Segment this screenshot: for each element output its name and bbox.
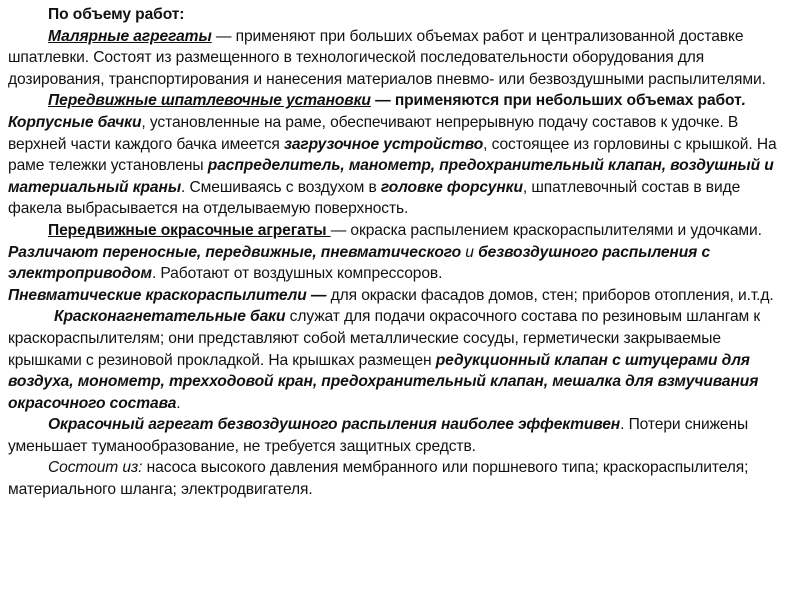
term-tank-bodies: . Корпусные бачки [8, 92, 746, 131]
term-consists-of: Состоит из: [48, 459, 143, 477]
paragraph-text: — окраска распылением краскораспылителями и удочками. [330, 221, 762, 239]
term-spray-units: Передвижные окрасочные агрегаты [48, 221, 331, 239]
paragraph-text: насоса высокого давления мембранного или поршневого типа; краскораспылителя; материального шланга; электродвигателя. [8, 459, 749, 499]
paragraph-text: — применяют при больших объемах работ и централизованной доставке шпатлевки. Состоят из размещенного в технологической последовательности оборудования для дозирования, транспортирования и нанесения материалов пневмо- или безвоздушными распылителями. [8, 27, 766, 88]
term-putty-installations: Передвижные шпатлевочные установки [48, 92, 371, 110]
section-heading: По объему работ: [48, 6, 185, 23]
term-distributor-list: распределитель, манометр, предохранительный клапан, воздушный и материальный краны [8, 157, 774, 196]
paragraph-text: . Работают от воздушных компрессоров. [151, 265, 443, 283]
paragraph-painting-units [8, 26, 788, 91]
term-loading-device: загрузочное устройство [283, 135, 484, 153]
term-painting-units: Малярные агрегаты [48, 27, 212, 45]
document-body [8, 4, 788, 594]
paragraph-text: служат для подачи окрасочного состава по резиновым шлангам к краскораспылителям; они представляют собой металлические сосуды, герметически закрываемые крышками с резиновой прокладкой. На крышках размещен [8, 308, 761, 369]
paragraph-spray-units [8, 220, 788, 285]
paragraph-text: и [461, 243, 479, 261]
term-nozzle-head: головке форсунки [380, 178, 523, 196]
term-reduction-valve-list: редукционный клапан с штуцерами для воздуха, монометр, трехходовой кран, предохранительный клапан, мешалка для взмучивания окрасочного состава [8, 351, 759, 412]
paragraph-text: . [176, 394, 181, 412]
paragraph-text: , установленные на раме, обеспечивают непрерывную подачу составов к удочке. В верхней части каждого бачка имеется [8, 113, 739, 153]
term-pneumatic-sprayers: Пневматические краскораспылители — [8, 286, 327, 304]
paragraph-text: — применяются при небольших объемах работ [370, 92, 742, 110]
paragraph-putty-installations [8, 90, 788, 220]
paragraph-composition [8, 457, 788, 500]
paragraph-pneumatic-sprayers [8, 285, 788, 307]
paragraph-airless-unit [8, 414, 788, 457]
term-airless-electric: безвоздушного распыления с электроприводом [8, 243, 711, 283]
term-unit-types: Различают переносные, передвижные, пневматического [8, 243, 462, 261]
paragraph-text: . Потери снижены уменьшает туманообразование, не требуется защитных средств. [8, 416, 749, 455]
term-airless-unit: Окрасочный агрегат безвоздушного распыления наиболее эффективен [48, 416, 621, 434]
paragraph-text: . Смешиваясь с воздухом в [181, 178, 381, 196]
paragraph-text: , состоящее из горловины с крышкой. На раме тележки установлены [8, 135, 777, 175]
term-pressure-tanks: Красконагнетательные баки [54, 308, 286, 326]
paragraph-pressure-tanks [8, 306, 788, 414]
paragraph-text: для окраски фасадов домов, стен; приборов отопления, и.т.д. [326, 286, 774, 304]
paragraph-text: , шпатлевочный состав в виде факела выбрасывается на отделываемую поверхность. [8, 178, 741, 218]
